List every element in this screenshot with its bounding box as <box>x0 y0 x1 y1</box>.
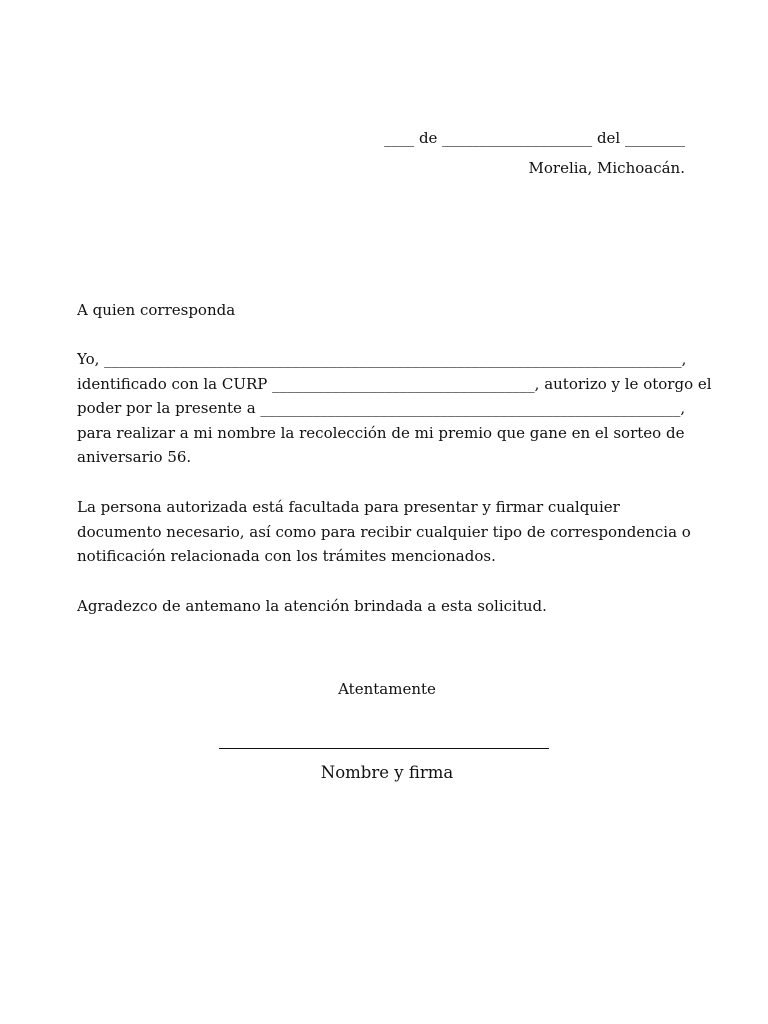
paragraph-text: La persona autorizada está facultada para presentar y firmar cualquier documento necesario, así como para recibir cualquier tipo de correspondencia o notificación relacionada con los trámites mencionados. <box>77 498 691 566</box>
closing: Atentamente <box>338 680 436 698</box>
thanks-paragraph <box>77 594 691 619</box>
paragraph-line: aniversario 56. <box>77 448 192 467</box>
salutation: A quien corresponda <box>77 301 236 319</box>
date-line: ____ de ____________________ del ________ <box>384 129 685 147</box>
paragraph-line: para realizar a mi nombre la recolección de mi premio que gane en el sorteo de <box>77 423 685 442</box>
signature-label: Nombre y firma <box>320 763 454 782</box>
signature-line <box>219 748 549 749</box>
paragraph-line: Yo, _____________________________________________________________________________, <box>77 350 687 368</box>
powers-paragraph <box>77 495 691 569</box>
paragraph-line: poder por la presente a ________________________________________________________, <box>77 399 686 418</box>
authorization-paragraph <box>77 347 712 470</box>
paragraph-text: Agradezco de antemano la atención brindada a esta solicitud. <box>77 597 547 615</box>
place-line: Morelia, Michoacán. <box>528 159 685 177</box>
paragraph-line: identificado con la CURP ___________________________________, autorizo y le otorgo el <box>77 374 712 393</box>
